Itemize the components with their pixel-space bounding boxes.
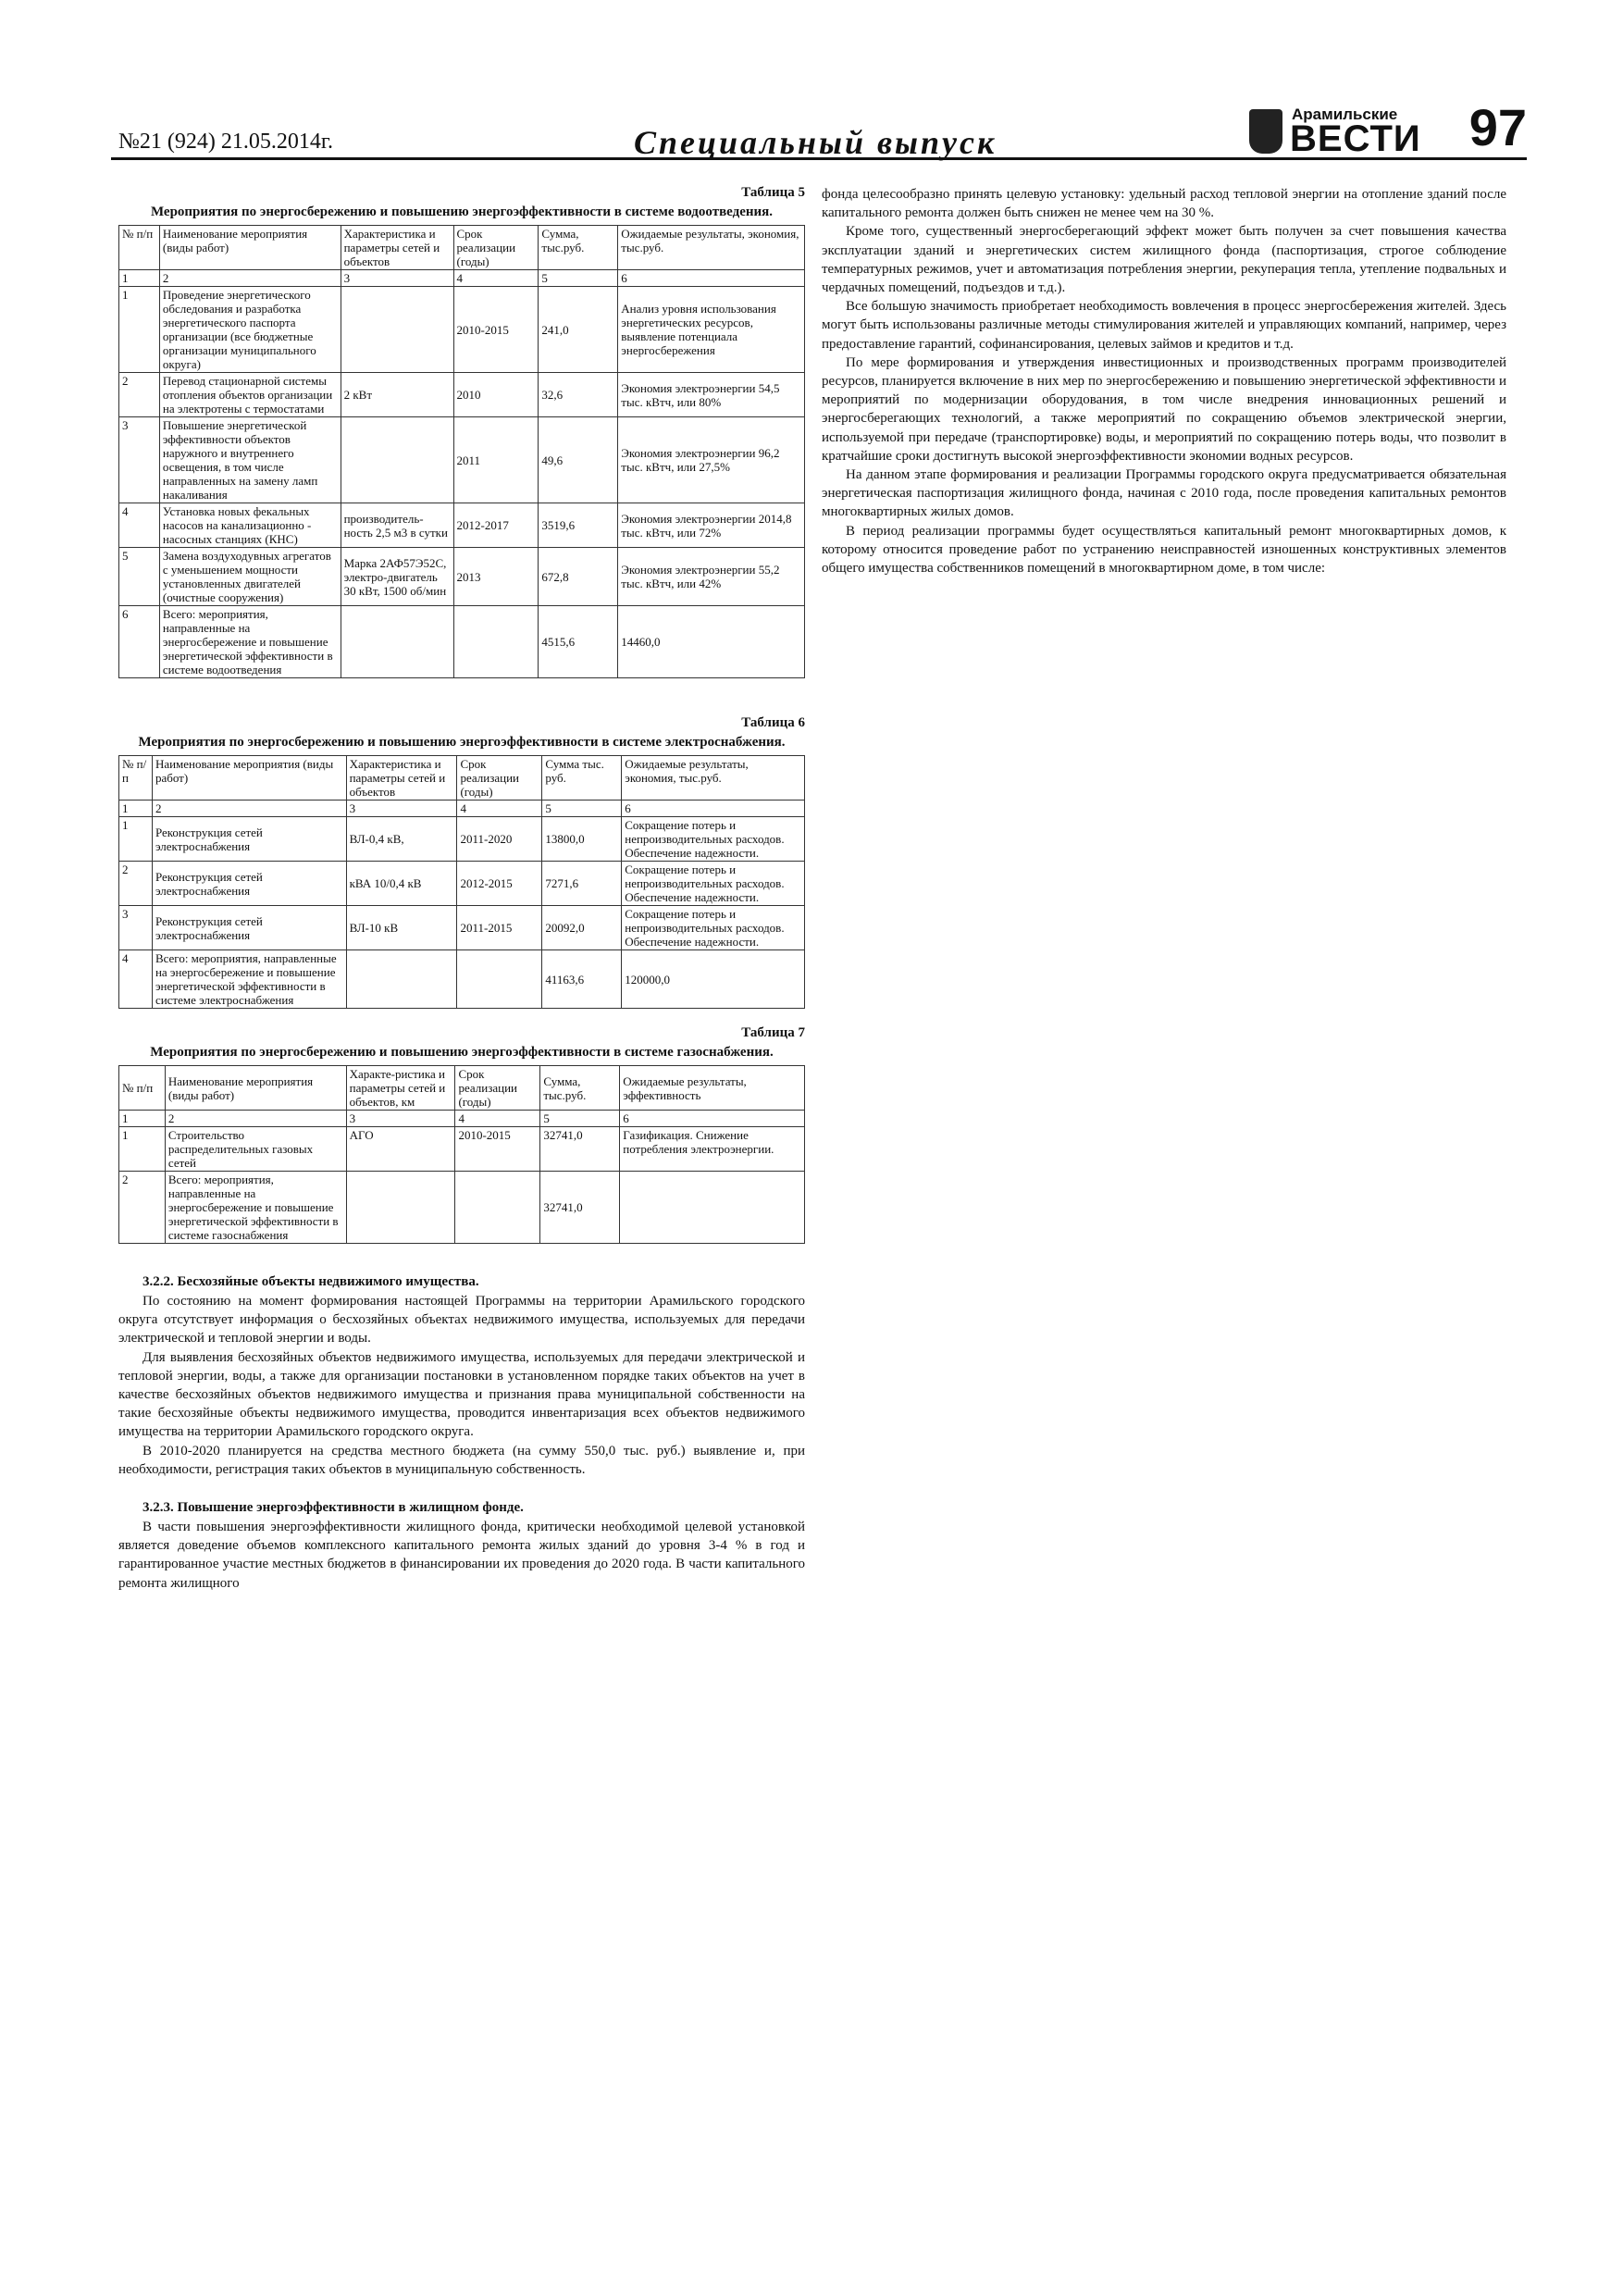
table-row	[119, 503, 805, 548]
table-row	[119, 906, 805, 950]
table7-title: Мероприятия по энергосбережению и повышению энергоэффективности в системе газоснабжения.	[150, 1045, 774, 1060]
paragraph: Для выявления бесхозяйных объектов недвижимого имущества, используемых для передачи электрической и тепловой энергии, воды, а также для организации постановки в установленном порядке таких объектов на учет в качестве бесхозяйных объектов недвижимого имущества и признания права муниципальной собственности на такие бесхозяйные объекты недвижимого имущества, проводится инвентаризация всех объектов недвижимого имущества на территории Арамильского городского округа.	[118, 1349, 805, 1440]
cell: ВЛ-0,4 кВ,	[346, 817, 457, 862]
cell: 241,0	[539, 287, 618, 373]
cell	[346, 950, 457, 1009]
header-rule	[111, 157, 1527, 160]
cell: производитель-ность 2,5 м3 в сутки	[341, 503, 453, 548]
cell: 2011-2020	[457, 817, 542, 862]
cell: Установка новых фекальных насосов на канализационно - насосных станциях (КНС)	[159, 503, 341, 548]
cell: 1	[119, 800, 153, 817]
table-header-row	[119, 226, 805, 270]
header-cell: Характеристика и параметры сетей и объектов	[346, 756, 457, 800]
cell: Всего: мероприятия, направленные на энергосбережение и повышение энергетической эффективности в системе электроснабжения	[152, 950, 346, 1009]
table-row	[119, 548, 805, 606]
cell: Реконструкция сетей электроснабжения	[152, 862, 346, 906]
cell: 1	[119, 1111, 166, 1127]
cell: 41163,6	[542, 950, 622, 1009]
cell: Сокращение потерь и непроизводительных расходов. Обеспечение надежности.	[622, 862, 805, 906]
cell: 6	[119, 606, 160, 678]
cell: 3	[119, 417, 160, 503]
cell: 2010	[453, 373, 539, 417]
cell: 120000,0	[622, 950, 805, 1009]
cell: Экономия электроэнергии 2014,8 тыс. кВтч, или 72%	[618, 503, 805, 548]
cell	[457, 950, 542, 1009]
newspaper-logo	[1249, 102, 1443, 157]
cell: 6	[618, 270, 805, 287]
cell: 2	[152, 800, 346, 817]
cell: 2	[165, 1111, 346, 1127]
header-cell: Срок реализации (годы)	[455, 1066, 540, 1111]
logo-small-text: Арамильские	[1292, 105, 1398, 123]
header-cell: Наименование мероприятия (виды работ)	[152, 756, 346, 800]
cell	[341, 287, 453, 373]
cell: 49,6	[539, 417, 618, 503]
coat-of-arms-icon	[1249, 109, 1282, 154]
table-total-row	[119, 606, 805, 678]
cell: 20092,0	[542, 906, 622, 950]
cell: Проведение энергетического обследования и разработка энергетического паспорта организации (все бюджетные организации муниципального округа)	[159, 287, 341, 373]
column-number-row	[119, 1111, 805, 1127]
cell: 6	[620, 1111, 805, 1127]
table5-label: Таблица 5	[741, 185, 805, 200]
cell: Замена воздуходувных агрегатов с уменьшением мощности установленных двигателей (очистные сооружения)	[159, 548, 341, 606]
cell: 672,8	[539, 548, 618, 606]
header-cell: Ожидаемые результаты, эффективность	[620, 1066, 805, 1111]
cell: 4515,6	[539, 606, 618, 678]
cell: 5	[539, 270, 618, 287]
paragraph: фонда целесообразно принять целевую установку: удельный расход тепловой энергии на отопление зданий после капитального ремонта должен быть снижен не менее чем на 30 %.	[822, 187, 1506, 221]
cell	[455, 1172, 540, 1244]
table-row	[119, 417, 805, 503]
cell: Сокращение потерь и непроизводительных расходов. Обеспечение надежности.	[622, 817, 805, 862]
header-cell: Сумма, тыс.руб.	[539, 226, 618, 270]
cell: 3	[119, 906, 153, 950]
cell: 2 кВт	[341, 373, 453, 417]
cell: 2011	[453, 417, 539, 503]
cell: 3	[341, 270, 453, 287]
paragraph: По мере формирования и утверждения инвестиционных и производственных программ производителей ресурсов, планируется включение в них мер по энергосбережению и повышению энергетической эффективности и мероприятий по модернизации оборудования, в том числе внедрения инновационных решений и энергосберегающих технологий, а также мероприятий по сокращению объемов электрической энергии, используемой при передаче (транспортировке) воды, и мероприятий по сокращению потерь воды, что позволит в кратчайшие сроки достигнуть высокой энергоэффективности экономии водных ресурсов.	[822, 354, 1506, 464]
section-heading: 3.2.3. Повышение энергоэффективности в жилищном фонде.	[142, 1500, 524, 1516]
table-total-row	[119, 1172, 805, 1244]
header-cell: Характе-ристика и параметры сетей и объектов, км	[346, 1066, 455, 1111]
cell: 2	[159, 270, 341, 287]
header-cell: № п/п	[119, 1066, 166, 1111]
paragraph: На данном этапе формирования и реализации Программы городского округа предусматривается обязательная энергетическая паспортизация жилищного фонда, начиная с 2010 года, после проведения капитальных ремонтов многоквартирных жилых домов.	[822, 467, 1506, 520]
logo-big-text: ВЕСТИ	[1290, 118, 1421, 159]
table-row	[119, 817, 805, 862]
masthead	[111, 97, 1527, 162]
cell: 2010-2015	[453, 287, 539, 373]
cell: Всего: мероприятия, направленные на энергосбережение и повышение энергетической эффективности в системе газоснабжения	[165, 1172, 346, 1244]
paragraph: По состоянию на момент формирования настоящей Программы на территории Арамильского городского округа отсутствует информация о бесхозяйных объектах недвижимого имущества, используемых для передачи электрической и тепловой энергии и воды.	[118, 1294, 805, 1347]
cell: 3	[346, 1111, 455, 1127]
header-cell: № п/п	[119, 756, 153, 800]
cell: 14460,0	[618, 606, 805, 678]
cell: 7271,6	[542, 862, 622, 906]
paragraph: Все большую значимость приобретает необходимость вовлечения в процесс энергосбережения жителей. Здесь могут быть использованы различные методы стимулирования жителей и управляющих компаний, например, через предоставление гарантий, софинансирования, целевых займов и кредитов и т.д.	[822, 299, 1506, 352]
cell	[346, 1172, 455, 1244]
header-cell: Срок реализации (годы)	[453, 226, 539, 270]
column-number-row	[119, 270, 805, 287]
cell: Повышение энергетической эффективности объектов наружного и внутреннего освещения, в том числе направленных на замену ламп накаливания	[159, 417, 341, 503]
cell: 2011-2015	[457, 906, 542, 950]
page-number: 97	[1468, 98, 1527, 156]
cell: Строительство распределительных газовых сетей	[165, 1127, 346, 1172]
cell: 32741,0	[540, 1172, 620, 1244]
cell: Экономия электроэнергии 55,2 тыс. кВтч, или 42%	[618, 548, 805, 606]
cell	[341, 417, 453, 503]
cell: 4	[457, 800, 542, 817]
cell: 3519,6	[539, 503, 618, 548]
table-header-row	[119, 756, 805, 800]
cell: 13800,0	[542, 817, 622, 862]
cell: Марка 2АФ57Э52С, электро-двигатель 30 кВт, 1500 об/мин	[341, 548, 453, 606]
cell: ВЛ-10 кВ	[346, 906, 457, 950]
cell: 2010-2015	[455, 1127, 540, 1172]
table-row	[119, 287, 805, 373]
cell: 1	[119, 817, 153, 862]
cell: 4	[455, 1111, 540, 1127]
paragraph: Кроме того, существенный энергосберегающий эффект может быть получен за счет повышения качества эксплуатации зданий и энергетических систем жилищного фонда (паспортизация, строгое соблюдение температурных режимов, учет и автоматизация потребления энергии, рекуперация тепла, утепление подвальных и чердачных помещений, подъездов и т.д.).	[822, 224, 1506, 296]
header-cell: Сумма тыс. руб.	[542, 756, 622, 800]
header-cell: Характеристика и параметры сетей и объектов	[341, 226, 453, 270]
table6-title: Мероприятия по энергосбережению и повышению энергоэффективности в системе электроснабжения.	[138, 735, 786, 750]
cell: Реконструкция сетей электроснабжения	[152, 817, 346, 862]
table6-label: Таблица 6	[741, 715, 805, 730]
table-row	[119, 862, 805, 906]
cell: 6	[622, 800, 805, 817]
table5	[118, 225, 805, 678]
column-number-row	[119, 800, 805, 817]
section-heading: 3.2.2. Бесхозяйные объекты недвижимого имущества.	[142, 1274, 479, 1289]
table-row	[119, 373, 805, 417]
cell: Экономия электроэнергии 96,2 тыс. кВтч, или 27,5%	[618, 417, 805, 503]
header-cell: Сумма, тыс.руб.	[540, 1066, 620, 1111]
header-cell: Наименование мероприятия (виды работ)	[159, 226, 341, 270]
cell: 1	[119, 287, 160, 373]
cell: АГО	[346, 1127, 455, 1172]
cell	[620, 1172, 805, 1244]
cell: 32,6	[539, 373, 618, 417]
cell: 1	[119, 1127, 166, 1172]
left-column	[118, 185, 805, 1593]
cell: 4	[119, 503, 160, 548]
header-cell: Ожидаемые результаты, экономия, тыс.руб.	[618, 226, 805, 270]
cell: 5	[540, 1111, 620, 1127]
cell: 1	[119, 270, 160, 287]
cell: Перевод стационарной системы отопления объектов организации на электротены с термостатами	[159, 373, 341, 417]
header-cell: Ожидаемые результаты, экономия, тыс.руб.	[622, 756, 805, 800]
table5-title: Мероприятия по энергосбережению и повышению энергоэффективности в системе водоотведения.	[150, 205, 774, 219]
header-cell: Срок реализации (годы)	[457, 756, 542, 800]
table7-label: Таблица 7	[741, 1025, 805, 1040]
section-title: Специальный выпуск	[634, 124, 997, 161]
table-total-row	[119, 950, 805, 1009]
cell: Газификация. Снижение потребления электроэнергии.	[620, 1127, 805, 1172]
cell	[453, 606, 539, 678]
cell: 4	[119, 950, 153, 1009]
table-header-row	[119, 1066, 805, 1111]
cell: 2	[119, 373, 160, 417]
cell: Реконструкция сетей электроснабжения	[152, 906, 346, 950]
cell: 4	[453, 270, 539, 287]
header-cell: № п/п	[119, 226, 160, 270]
cell: 5	[119, 548, 160, 606]
cell: 2	[119, 862, 153, 906]
cell: 32741,0	[540, 1127, 620, 1172]
issue-date: №21 (924) 21.05.2014г.	[118, 130, 334, 154]
table-row	[119, 1127, 805, 1172]
cell: Сокращение потерь и непроизводительных расходов. Обеспечение надежности.	[622, 906, 805, 950]
cell: Всего: мероприятия, направленные на энергосбережение и повышение энергетической эффективности в системе водоотведения	[159, 606, 341, 678]
paragraph: В части повышения энергоэффективности жилищного фонда, критически необходимой целевой установкой является доведение объемов комплексного капитального ремонта жилых зданий до уровня 3-4 % в год и гарантированное участие местных бюджетов в финансировании их проведения до 2020 года. В части капитального ремонта жилищного	[118, 1520, 805, 1591]
table6	[118, 755, 805, 1009]
cell: 5	[542, 800, 622, 817]
cell: Анализ уровня использования энергетических ресурсов, выявление потенциала энергосбережения	[618, 287, 805, 373]
cell: 3	[346, 800, 457, 817]
cell	[341, 606, 453, 678]
cell: 2013	[453, 548, 539, 606]
cell: 2012-2017	[453, 503, 539, 548]
header-cell: Наименование мероприятия (виды работ)	[165, 1066, 346, 1111]
right-column	[822, 185, 1506, 577]
cell: 2	[119, 1172, 166, 1244]
paragraph: В 2010-2020 планируется на средства местного бюджета (на сумму 550,0 тыс. руб.) выявление и, при необходимости, регистрация таких объектов в муниципальную собственность.	[118, 1443, 805, 1477]
cell: Экономия электроэнергии 54,5 тыс. кВтч, или 80%	[618, 373, 805, 417]
paragraph: В период реализации программы будет осуществляться капитальный ремонт многоквартирных домов, к которому относится проведение работ по устранению неисправностей изношенных конструктивных элементов общего имущества собственников помещений в многоквартирном доме, в том числе:	[822, 523, 1506, 577]
cell: кВА 10/0,4 кВ	[346, 862, 457, 906]
cell: 2012-2015	[457, 862, 542, 906]
table7	[118, 1065, 805, 1244]
